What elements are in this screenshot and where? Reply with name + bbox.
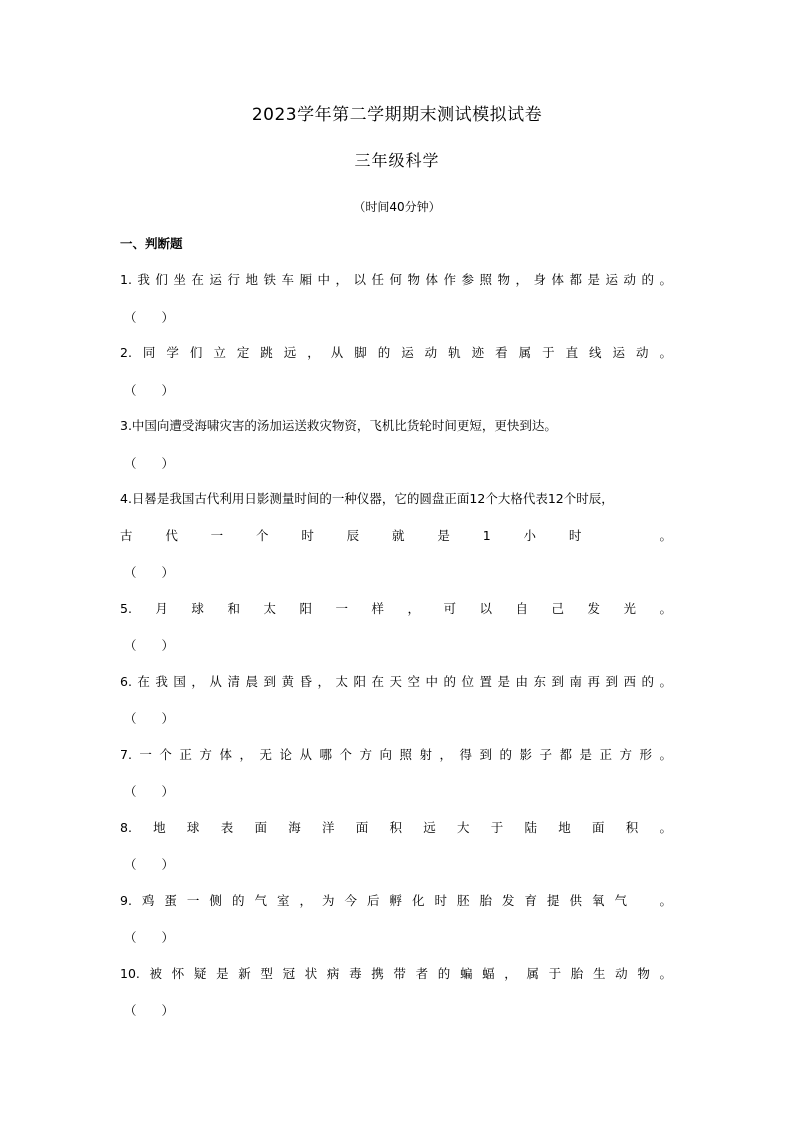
question-text: 8.地球表面海洋面积远大于陆地面积。 [120, 820, 672, 835]
question-text: 2.同学们立定跳远，从脚的运动轨迹看属于直线运动。 [120, 345, 672, 360]
question-text: 1.我们坐在运行地铁车厢中，以任何物体作参照物，身体都是运动的。 [120, 272, 672, 287]
question-text: 5.月球和太阳一样，可以自己发光。 [120, 601, 672, 616]
answer-blank: （ ） [124, 857, 175, 872]
answer-blank: （ ） [124, 310, 175, 325]
answer-blank: （ ） [124, 711, 175, 726]
question-text: 6.在我国，从清晨到黄昏，太阳在天空中的位置是由东到南再到西的。 [120, 674, 672, 689]
time-note: （时间40分钟） [353, 200, 441, 214]
question-text: 9.鸡蛋一侧的气室，为今后孵化时胚胎发育提供氧气 。 [120, 893, 672, 908]
answer-blank: （ ） [124, 1003, 175, 1018]
question-text: 4.日晷是我国古代利用日影测量时间的一种仪器，它的圆盘正面12个大格代表12个时辰， [120, 491, 614, 506]
question-text-line2: 古代一个时辰就是1小时 。 [120, 528, 672, 543]
exam-title: 2023学年第二学期期末测试模拟试卷 [251, 105, 543, 125]
answer-blank: （ ） [124, 456, 175, 471]
answer-blank: （ ） [124, 383, 175, 398]
exam-subtitle: 三年级科学 [354, 151, 440, 170]
question-text: 7.一个正方体，无论从哪个方向照射，得到的影子都是正方形。 [120, 747, 672, 762]
answer-blank: （ ） [124, 930, 175, 945]
section-heading: 一、判断题 [120, 236, 183, 251]
question-text: 3.中国向遭受海啸灾害的汤加运送救灾物资，飞机比货轮时间更短，更快到达。 [120, 418, 557, 433]
question-text: 10.被怀疑是新型冠状病毒携带者的蝙蝠，属于胎生动物。 [120, 966, 672, 981]
answer-blank: （ ） [124, 638, 175, 653]
answer-blank: （ ） [124, 565, 175, 580]
answer-blank: （ ） [124, 784, 175, 799]
